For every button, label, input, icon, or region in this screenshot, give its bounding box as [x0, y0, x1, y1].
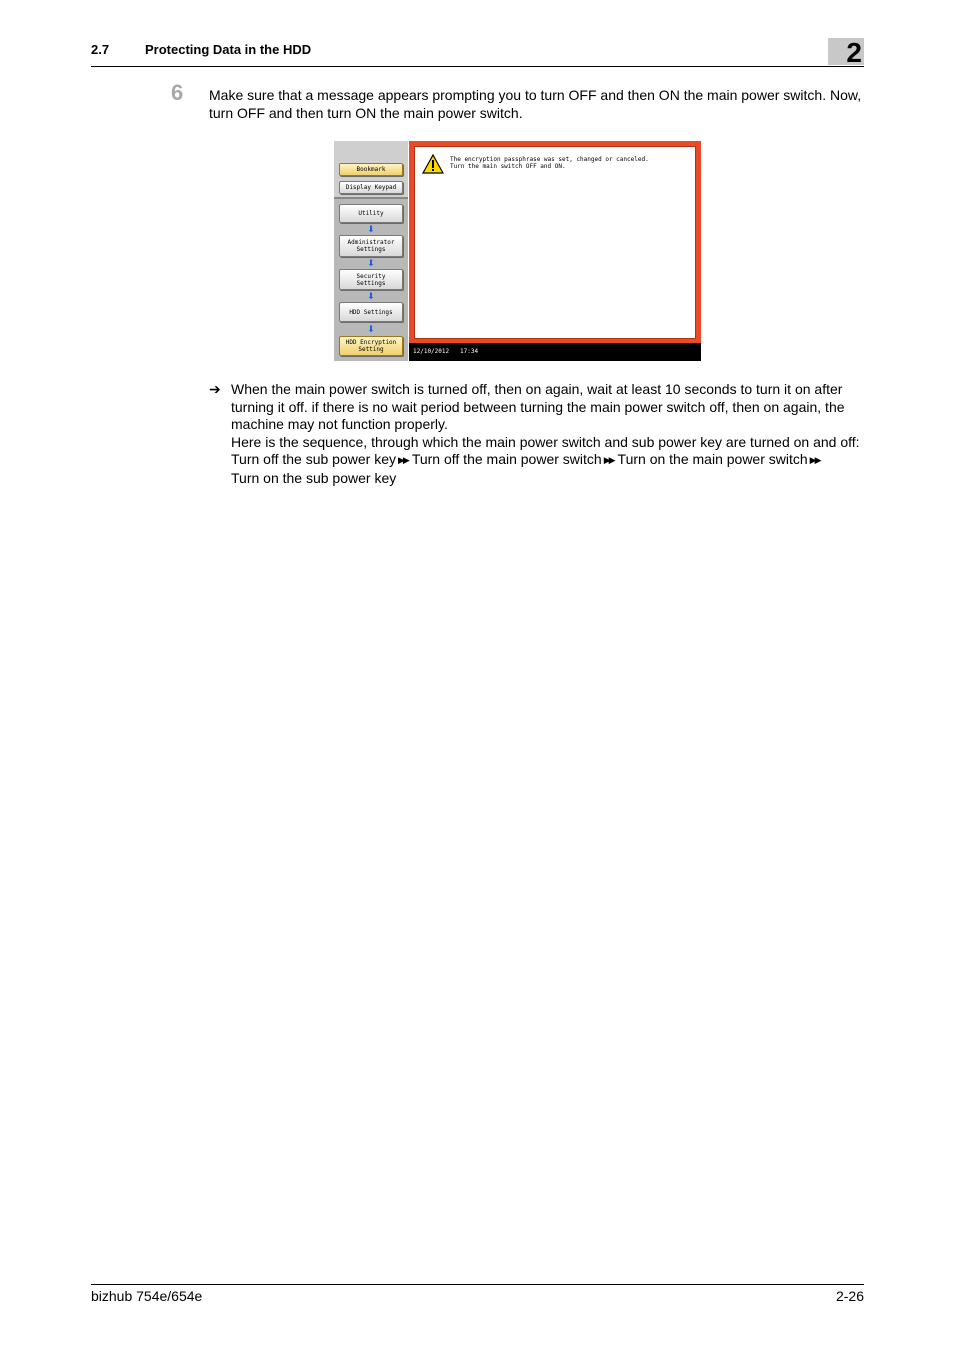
down-arrow-icon: ⬇	[367, 224, 375, 234]
chapter-tab	[828, 37, 864, 68]
page-footer	[91, 1284, 864, 1304]
down-arrow-icon: ⬇	[367, 258, 375, 268]
note-paragraph: When the main power switch is turned off, then on again, wait at least 10 seconds to turn it on after turning it off. if there is no wait period between turning the main power switch off, then on again, the machine may not function properly.	[231, 381, 845, 432]
bookmark-button[interactable]: Bookmark	[339, 163, 403, 176]
sequence-step: Turn on the main power switch	[617, 451, 808, 467]
sequence-step: Turn on the sub power key	[231, 469, 397, 486]
message-dialog	[409, 141, 701, 343]
utility-button[interactable]: Utility	[339, 204, 403, 223]
sequence-step: Turn off the sub power key	[231, 451, 396, 467]
power-sequence	[231, 451, 864, 487]
footer-page-number: 2-26	[835, 1288, 864, 1304]
note-arrow-icon: ➔	[209, 381, 221, 397]
hdd-settings-button[interactable]: HDD Settings	[339, 302, 403, 322]
message-dialog-body	[414, 146, 696, 339]
control-panel-screenshot	[334, 141, 701, 361]
display-keypad-button[interactable]: Display Keypad	[339, 181, 403, 194]
status-time: 17:34	[460, 348, 479, 355]
down-arrow-icon: ⬇	[367, 291, 375, 301]
down-arrow-icon: ⬇	[367, 324, 375, 334]
footer-model: bizhub 754e/654e	[91, 1288, 203, 1304]
next-arrow-icon: ▶▶	[809, 455, 820, 465]
hdd-encryption-setting-button[interactable]: HDD Encryption Setting	[339, 336, 403, 356]
status-bar	[409, 343, 701, 361]
chapter-number: 2	[846, 37, 862, 68]
next-arrow-icon: ▶▶	[397, 455, 408, 465]
security-settings-button[interactable]: Security Settings	[339, 269, 403, 290]
administrator-settings-button[interactable]: Administrator Settings	[339, 235, 403, 257]
dialog-message: The encryption passphrase was set, changed or canceled. Turn the main switch OFF and ON.	[450, 156, 649, 170]
note-paragraph: Here is the sequence, through which the main power switch and sub power key are turned on and off:	[231, 433, 860, 450]
step-text: Make sure that a message appears prompting you to turn OFF and then ON the main power switch. Now, turn OFF and then turn ON the main power switch.	[209, 87, 862, 121]
warning-icon	[422, 154, 444, 174]
sequence-step: Turn off the main power switch	[411, 451, 602, 467]
next-arrow-icon: ▶▶	[603, 455, 614, 465]
note-body	[231, 381, 864, 487]
section-title: Protecting Data in the HDD	[145, 42, 312, 57]
status-date: 12/10/2012	[413, 348, 450, 355]
side-panel	[334, 141, 408, 361]
page-header	[91, 38, 864, 67]
section-number: 2.7	[91, 42, 110, 57]
step-number: 6	[171, 80, 184, 105]
